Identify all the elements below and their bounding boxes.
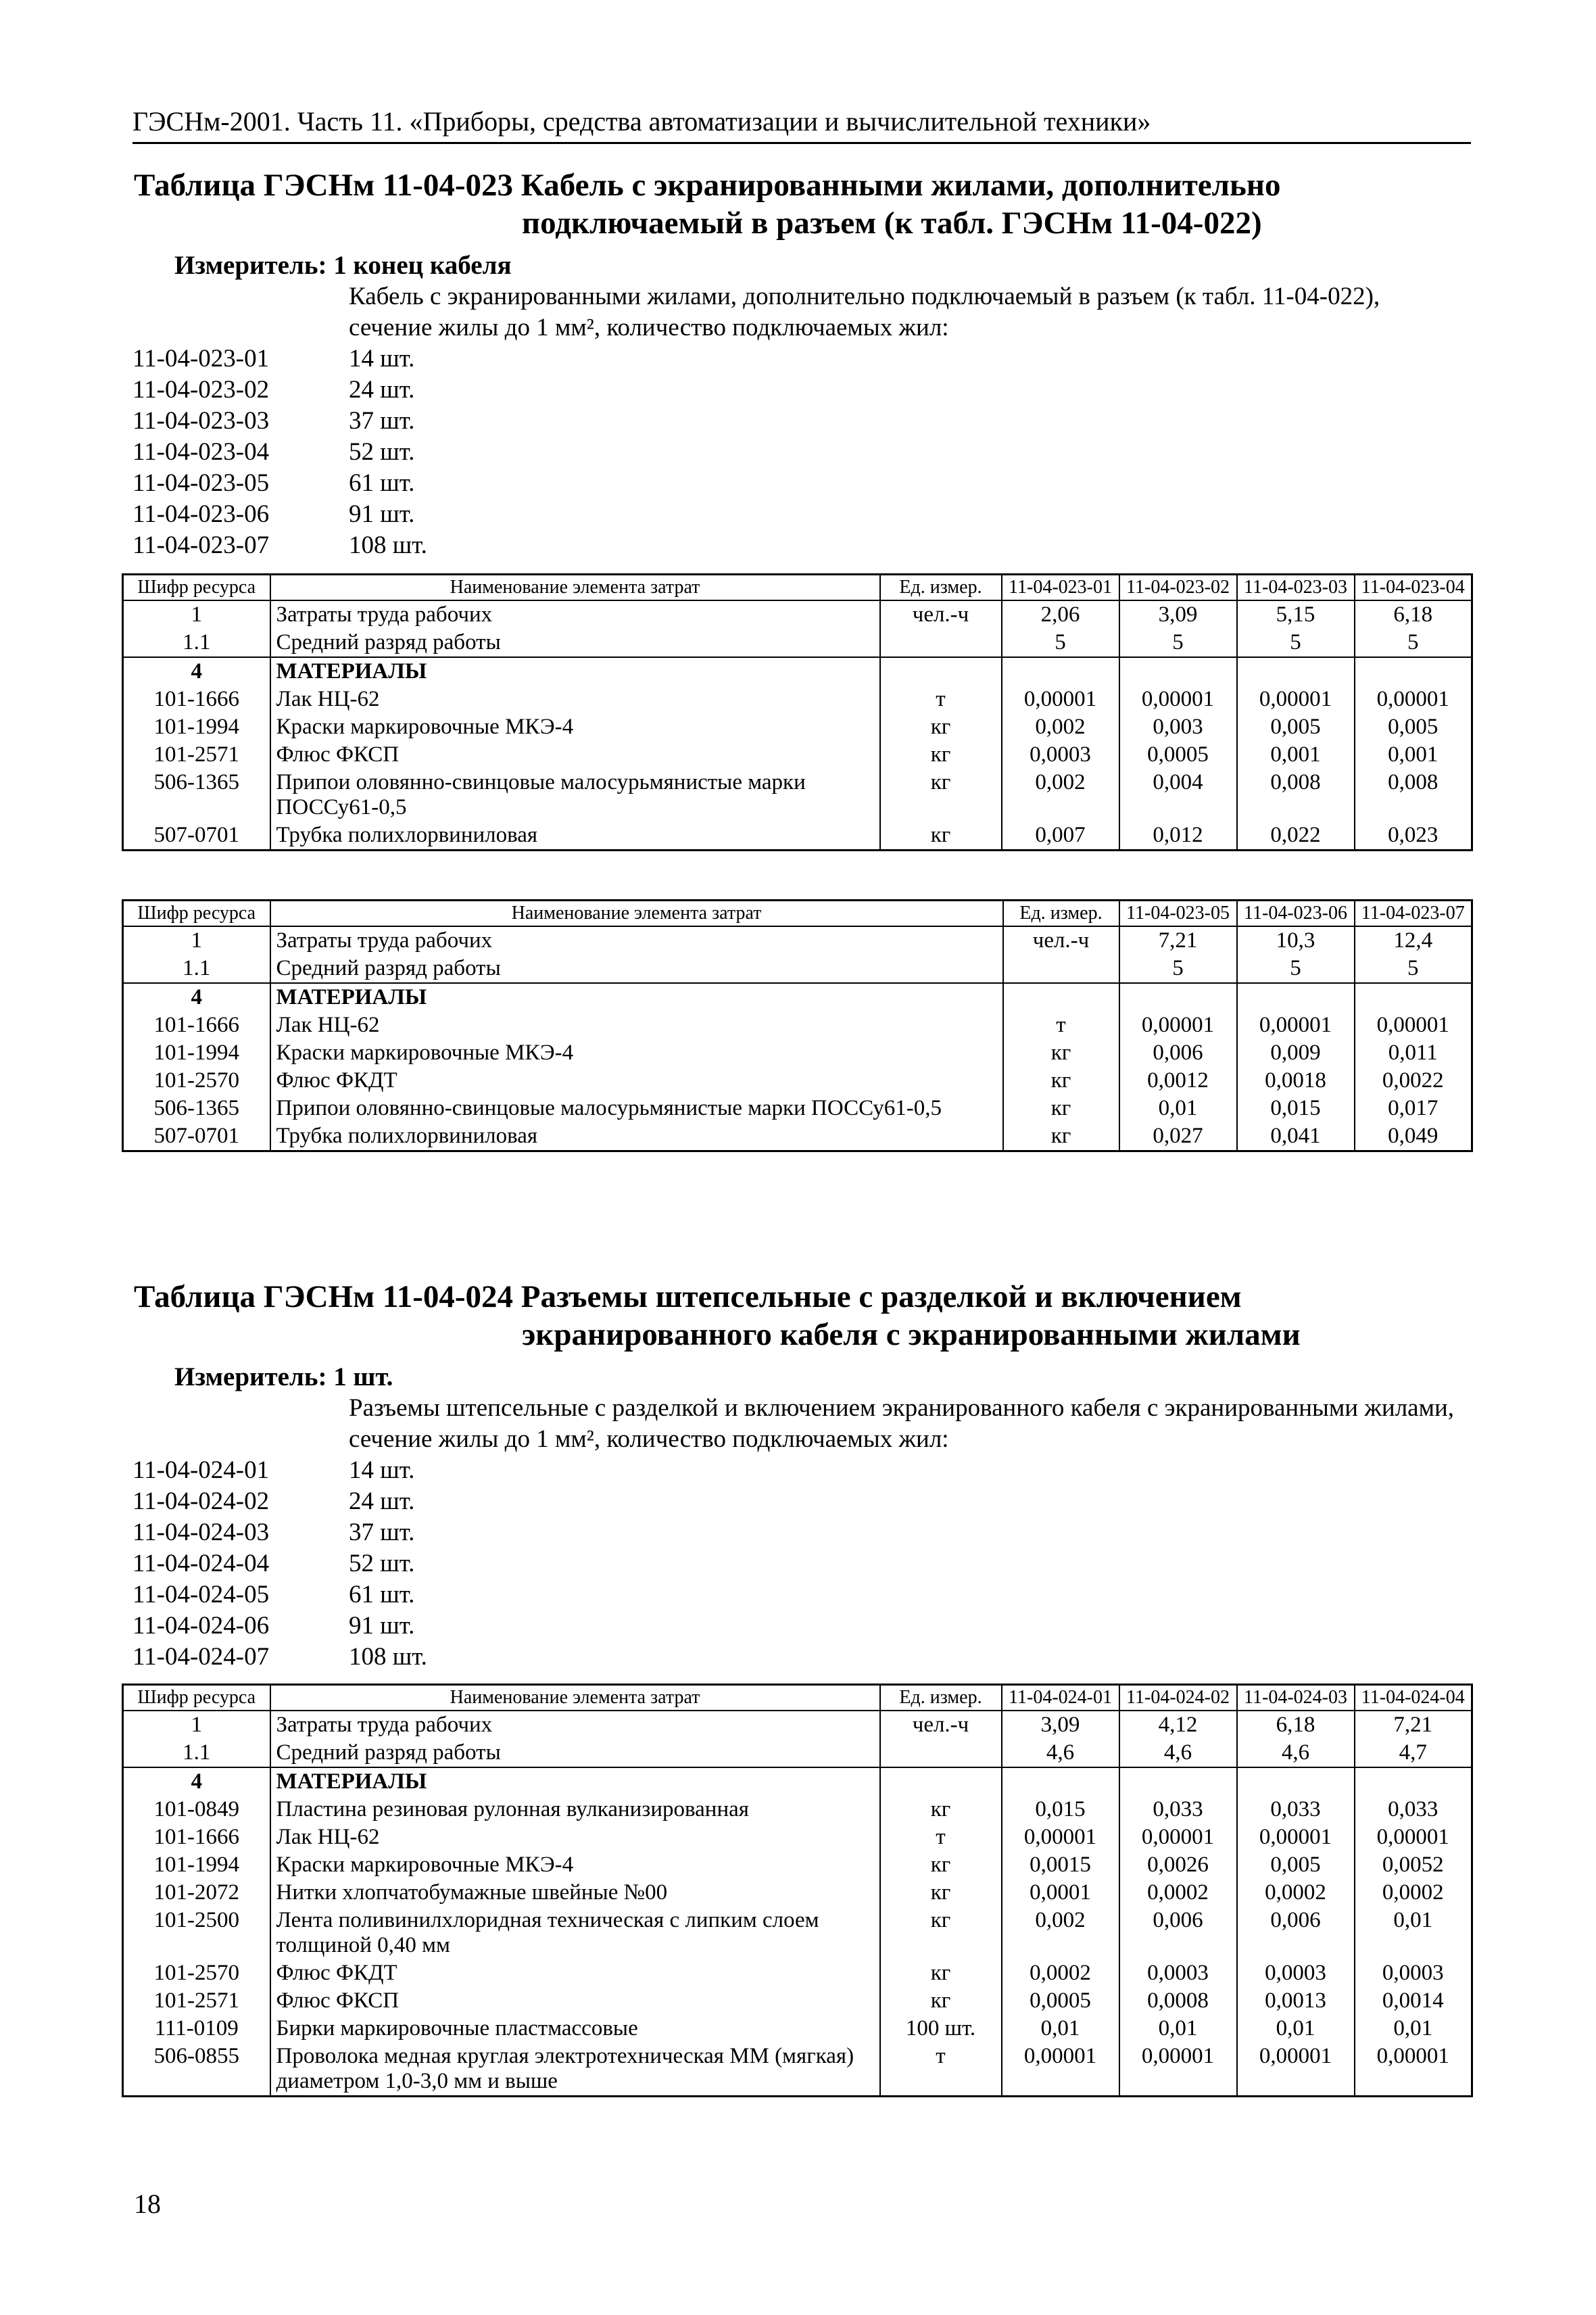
code-row [132,437,427,468]
table-023-meter: Измеритель: 1 конец кабеля [174,251,512,280]
table-cell: 0,007 [1002,821,1119,851]
column-header: 11-04-024-02 [1119,1685,1237,1711]
table-cell: т [880,1823,1002,1851]
table-cell: 0,004 [1119,769,1237,821]
table-cell [1237,983,1355,1011]
table-cell: МАТЕРИАЛЫ [270,983,1003,1011]
table-cell: 12,4 [1355,926,1472,955]
table-cell: 101-1666 [123,1823,270,1851]
table-cell: 3,09 [1119,600,1237,629]
column-header: 11-04-024-03 [1237,1685,1355,1711]
table-cell: 101-2570 [123,1067,270,1095]
table-cell: 5,15 [1237,600,1355,629]
column-header: 11-04-024-04 [1355,1685,1472,1711]
table-cell [1355,983,1472,1011]
table-row [123,1907,1472,1959]
table-cell [1355,1767,1472,1796]
table-023-intro: Кабель с экранированными жилами, дополнительно подключаемый в разъем (к табл. 11-04-022), сечение жилы до 1 мм², количество подключаемых жил: [349,283,1380,341]
table-cell: Затраты труда рабочих [270,1711,880,1739]
table-cell: кг [880,1959,1002,1987]
table-row [123,741,1472,769]
table-cell: 507-0701 [123,1122,270,1151]
code-count: 91 шт. [349,500,415,528]
table-cell: 506-1365 [123,769,270,821]
table-cell: 5 [1119,629,1237,657]
table-cell: Средний разряд работы [270,629,880,657]
table-cell: 7,21 [1355,1711,1472,1739]
column-header: Ед. измер. [1003,901,1119,927]
table-cell [1003,955,1119,983]
table-cell: 101-2571 [123,741,270,769]
table-cell: 4 [123,1767,270,1796]
table-cell: 0,017 [1355,1095,1472,1122]
table-cell: 0,0003 [1119,1959,1237,1987]
table-023-codes [132,343,427,561]
table-cell: 0,00001 [1237,2043,1355,2097]
table-cell: 0,033 [1237,1796,1355,1823]
code-id: 11-04-024-01 [132,1456,270,1484]
table-cell: 0,015 [1002,1796,1119,1823]
code-id: 11-04-023-01 [132,345,270,373]
table-row [123,2043,1472,2097]
table-cell: 0,00001 [1355,1823,1472,1851]
code-id: 11-04-023-03 [132,407,270,435]
code-row [132,1486,427,1517]
table-cell: 10,3 [1237,926,1355,955]
table-023-title-line2: подключаемый в разъем (к табл. ГЭСНм 11-04-022) [522,206,1262,241]
table-row [123,1959,1472,1987]
table-cell: 101-2570 [123,1959,270,1987]
table-cell: Краски маркировочные МКЭ-4 [270,1039,1003,1067]
column-header: Шифр ресурса [123,901,270,927]
table-cell: 506-1365 [123,1095,270,1122]
table-cell: 5 [1119,955,1237,983]
running-header: ГЭСНм-2001. Часть 11. «Приборы, средства автоматизации и вычислительной техники» [132,105,1471,144]
table-cell: кг [880,1907,1002,1959]
table-row [123,926,1472,955]
table-cell: 0,023 [1355,821,1472,851]
table-023-part2 [122,899,1473,1152]
code-row [132,1642,427,1673]
table-cell: 101-1994 [123,1851,270,1879]
code-id: 11-04-024-05 [132,1581,270,1608]
table-cell: 5 [1002,629,1119,657]
column-header: Наименование элемента затрат [270,901,1003,927]
table-cell: кг [880,821,1002,851]
table-cell: т [880,686,1002,713]
table-cell: 101-1666 [123,1011,270,1039]
table-cell: Краски маркировочные МКЭ-4 [270,713,880,741]
table-row [123,1796,1472,1823]
table-cell: 1 [123,1711,270,1739]
table-row [123,1122,1472,1151]
table-cell: чел.-ч [880,1711,1002,1739]
table-cell: 4 [123,983,270,1011]
table-cell: 0,022 [1237,821,1355,851]
code-count: 14 шт. [349,1456,415,1484]
column-header: Шифр ресурса [123,575,270,601]
table-cell: 507-0701 [123,821,270,851]
table-cell: 0,00001 [1237,1011,1355,1039]
table-cell: кг [880,741,1002,769]
table-cell: 0,0022 [1355,1067,1472,1095]
table-cell: 101-2500 [123,1907,270,1959]
code-count: 61 шт. [349,1581,415,1608]
table-cell: Нитки хлопчатобумажные швейные №00 [270,1879,880,1907]
table-cell: 0,005 [1237,1851,1355,1879]
table-row [123,1067,1472,1095]
code-count: 24 шт. [349,376,415,404]
table-cell: кг [1003,1039,1119,1067]
table-cell: 0,008 [1355,769,1472,821]
table-cell [1119,1767,1237,1796]
table-cell: 0,0008 [1119,1987,1237,2015]
table-row [123,629,1472,657]
table-cell: 5 [1237,955,1355,983]
table-row [123,1011,1472,1039]
table-cell: Проволока медная круглая электротехническая ММ (мягкая) диаметром 1,0-3,0 мм и выше [270,2043,880,2097]
code-count: 108 шт. [349,531,427,559]
table-cell: 0,0001 [1002,1879,1119,1907]
column-header: Ед. измер. [880,1685,1002,1711]
table-cell: 7,21 [1119,926,1237,955]
table-cell: МАТЕРИАЛЫ [270,657,880,686]
table-cell: 0,009 [1237,1039,1355,1067]
table-cell [880,657,1002,686]
table-024 [122,1684,1473,2097]
code-row [132,1517,427,1548]
table-cell: 0,0014 [1355,1987,1472,2015]
code-row [132,406,427,437]
page-number: 18 [134,2189,161,2219]
table-cell: 0,0026 [1119,1851,1237,1879]
table-cell [1119,657,1237,686]
table-row [123,1095,1472,1122]
table-row [123,1851,1472,1879]
table-cell: Средний разряд работы [270,1739,880,1767]
code-row [132,530,427,561]
table-cell: кг [880,1987,1002,2015]
table-cell: 0,002 [1002,713,1119,741]
table-cell [1355,657,1472,686]
table-row [123,955,1472,983]
code-count: 91 шт. [349,1612,415,1640]
table-cell: 4,6 [1119,1739,1237,1767]
column-header: 11-04-023-05 [1119,901,1237,927]
table-cell: 5 [1237,629,1355,657]
table-cell: 0,00001 [1002,686,1119,713]
code-row [132,375,427,406]
table-cell: 0,0003 [1237,1959,1355,1987]
table-cell: 0,00001 [1002,2043,1119,2097]
code-id: 11-04-023-04 [132,438,270,466]
code-row [132,1455,427,1486]
table-cell: 0,001 [1237,741,1355,769]
table-row [123,1711,1472,1739]
table-cell: 0,033 [1355,1796,1472,1823]
table-cell [1002,657,1119,686]
table-cell: 0,008 [1237,769,1355,821]
table-cell: 0,049 [1355,1122,1472,1151]
table-cell: 0,0005 [1119,741,1237,769]
table-cell: Припои оловянно-свинцовые малосурьмянистые марки ПОССу61-0,5 [270,1095,1003,1122]
table-cell: 0,0003 [1355,1959,1472,1987]
table-row [123,1039,1472,1067]
table-cell: 6,18 [1237,1711,1355,1739]
table-cell: 0,002 [1002,1907,1119,1959]
table-cell: 0,00001 [1355,1011,1472,1039]
table-cell: 0,01 [1355,2015,1472,2043]
table-cell: Припои оловянно-свинцовые малосурьмянистые марки ПОССу61-0,5 [270,769,880,821]
table-cell: 5 [1355,955,1472,983]
code-id: 11-04-024-06 [132,1612,270,1640]
table-cell [880,1739,1002,1767]
code-row [132,1548,427,1579]
column-header: Наименование элемента затрат [270,1685,880,1711]
code-count: 24 шт. [349,1487,415,1515]
code-count: 52 шт. [349,1550,415,1577]
table-024-meter: Измеритель: 1 шт. [174,1362,393,1391]
table-024-title-line1: Таблица ГЭСНм 11-04-024 Разъемы штепсельные с разделкой и включением [134,1279,1242,1314]
table-cell: 0,01 [1119,2015,1237,2043]
table-cell [1237,1767,1355,1796]
table-cell: 111-0109 [123,2015,270,2043]
table-cell: 0,00001 [1355,686,1472,713]
table-cell: 0,0005 [1002,1987,1119,2015]
code-row [132,468,427,499]
column-header: 11-04-023-06 [1237,901,1355,927]
column-header: Шифр ресурса [123,1685,270,1711]
table-cell: 0,0002 [1355,1879,1472,1907]
table-cell: чел.-ч [880,600,1002,629]
table-cell: Флюс ФКДТ [270,1959,880,1987]
table-cell: 0,001 [1355,741,1472,769]
table-cell: 0,006 [1119,1039,1237,1067]
table-cell: 0,01 [1119,1095,1237,1122]
table-cell: т [880,2043,1002,2097]
table-cell: 2,06 [1002,600,1119,629]
table-024-title-line2: экранированного кабеля с экранированными жилами [522,1317,1301,1352]
table-cell: 1.1 [123,1739,270,1767]
table-cell [1237,657,1355,686]
table-cell: 0,003 [1119,713,1237,741]
table-cell: 0,0002 [1237,1879,1355,1907]
code-row [132,1579,427,1610]
table-cell: Пластина резиновая рулонная вулканизированная [270,1796,880,1823]
table-cell: Затраты труда рабочих [270,926,1003,955]
table-cell: 0,027 [1119,1122,1237,1151]
table-cell: 0,0002 [1119,1879,1237,1907]
table-cell: Флюс ФКДТ [270,1067,1003,1095]
table-cell: 0,00001 [1237,1823,1355,1851]
table-cell: кг [880,1879,1002,1907]
table-cell: 100 шт. [880,2015,1002,2043]
code-id: 11-04-024-03 [132,1519,270,1546]
table-cell: 0,00001 [1355,2043,1472,2097]
code-id: 11-04-023-06 [132,500,270,528]
table-row [123,983,1472,1011]
column-header: 11-04-023-03 [1237,575,1355,601]
table-cell: 0,00001 [1119,686,1237,713]
table-row [123,1739,1472,1767]
table-cell: 0,01 [1237,2015,1355,2043]
table-cell: кг [1003,1095,1119,1122]
code-row [132,1610,427,1642]
table-row [123,821,1472,851]
table-cell: 4,12 [1119,1711,1237,1739]
code-row [132,343,427,375]
table-row [123,1879,1472,1907]
table-row [123,769,1472,821]
table-cell: Лента поливинилхлоридная техническая с липким слоем толщиной 0,40 мм [270,1907,880,1959]
table-024-codes [132,1455,427,1673]
table-row [123,2015,1472,2043]
code-row [132,499,427,530]
table-cell: кг [1003,1067,1119,1095]
table-cell: 0,0012 [1119,1067,1237,1095]
table-cell: 1 [123,600,270,629]
table-row [123,713,1472,741]
table-cell: 0,00001 [1237,686,1355,713]
table-cell: 4,6 [1002,1739,1119,1767]
code-id: 11-04-024-07 [132,1643,270,1671]
table-cell: Флюс ФКСП [270,741,880,769]
code-id: 11-04-023-02 [132,376,270,404]
table-cell: МАТЕРИАЛЫ [270,1767,880,1796]
table-cell: 0,005 [1237,713,1355,741]
code-count: 37 шт. [349,1519,415,1546]
table-cell: 0,0013 [1237,1987,1355,2015]
code-count: 61 шт. [349,469,415,497]
table-cell: 0,006 [1119,1907,1237,1959]
column-header: 11-04-023-07 [1355,901,1472,927]
table-cell: 0,01 [1355,1907,1472,1959]
table-cell: 4,7 [1355,1739,1472,1767]
table-cell: Затраты труда рабочих [270,600,880,629]
table-cell: т [1003,1011,1119,1039]
table-row [123,657,1472,686]
table-cell: 101-2571 [123,1987,270,2015]
table-cell [880,1767,1002,1796]
table-cell: 0,0002 [1002,1959,1119,1987]
table-cell: 0,041 [1237,1122,1355,1151]
column-header: Ед. измер. [880,575,1002,601]
table-cell: 101-0849 [123,1796,270,1823]
table-023-title-line1: Таблица ГЭСНм 11-04-023 Кабель с экранированными жилами, дополнительно [134,168,1281,203]
table-row [123,1823,1472,1851]
code-count: 37 шт. [349,407,415,435]
table-cell: 6,18 [1355,600,1472,629]
code-id: 11-04-024-02 [132,1487,270,1515]
table-cell: 101-1994 [123,1039,270,1067]
table-cell: 0,002 [1002,769,1119,821]
table-cell: кг [880,713,1002,741]
table-cell [880,629,1002,657]
table-row [123,1987,1472,2015]
table-cell: 0,006 [1237,1907,1355,1959]
table-cell: 101-1666 [123,686,270,713]
table-cell: 5 [1355,629,1472,657]
table-cell: 101-2072 [123,1879,270,1907]
table-cell: 1 [123,926,270,955]
table-cell: 0,01 [1002,2015,1119,2043]
code-count: 108 шт. [349,1643,427,1671]
column-header: 11-04-023-02 [1119,575,1237,601]
table-cell [1119,983,1237,1011]
code-id: 11-04-023-07 [132,531,270,559]
table-cell: 0,0003 [1002,741,1119,769]
table-cell: чел.-ч [1003,926,1119,955]
table-cell: 506-0855 [123,2043,270,2097]
table-023-part1 [122,573,1473,851]
table-cell: 0,015 [1237,1095,1355,1122]
table-row [123,600,1472,629]
table-cell: 0,0015 [1002,1851,1119,1879]
table-cell: Средний разряд работы [270,955,1003,983]
table-cell: 0,0052 [1355,1851,1472,1879]
table-cell: Лак НЦ-62 [270,1823,880,1851]
table-cell: Лак НЦ-62 [270,1011,1003,1039]
code-id: 11-04-024-04 [132,1550,270,1577]
table-cell [1002,1767,1119,1796]
code-count: 14 шт. [349,345,415,373]
table-cell: кг [880,1851,1002,1879]
table-cell: кг [880,1796,1002,1823]
table-row [123,1767,1472,1796]
table-cell: 4,6 [1237,1739,1355,1767]
table-cell: 1.1 [123,629,270,657]
table-cell: 4 [123,657,270,686]
table-cell: Трубка полихлорвиниловая [270,821,880,851]
table-cell: 0,00001 [1119,1011,1237,1039]
table-cell: Флюс ФКСП [270,1987,880,2015]
table-cell: Бирки маркировочные пластмассовые [270,2015,880,2043]
code-count: 52 шт. [349,438,415,466]
table-cell: 0,012 [1119,821,1237,851]
table-row [123,686,1472,713]
table-cell: 0,033 [1119,1796,1237,1823]
table-cell: 0,00001 [1002,1823,1119,1851]
column-header: 11-04-023-01 [1002,575,1119,601]
table-cell: 0,005 [1355,713,1472,741]
table-cell: 0,00001 [1119,1823,1237,1851]
table-cell: Краски маркировочные МКЭ-4 [270,1851,880,1879]
table-cell: Лак НЦ-62 [270,686,880,713]
column-header: Наименование элемента затрат [270,575,880,601]
table-cell: Трубка полихлорвиниловая [270,1122,1003,1151]
table-cell: 0,0018 [1237,1067,1355,1095]
column-header: 11-04-024-01 [1002,1685,1119,1711]
table-cell: кг [1003,1122,1119,1151]
table-cell: 0,00001 [1119,2043,1237,2097]
table-cell: 1.1 [123,955,270,983]
code-id: 11-04-023-05 [132,469,270,497]
table-cell: 3,09 [1002,1711,1119,1739]
table-cell: 101-1994 [123,713,270,741]
table-cell [1003,983,1119,1011]
table-cell: 0,011 [1355,1039,1472,1067]
column-header: 11-04-023-04 [1355,575,1472,601]
table-cell: кг [880,769,1002,821]
table-024-intro: Разъемы штепсельные с разделкой и включением экранированного кабеля с экранированными жилами, сечение жилы до 1 мм², количество подключаемых жил: [349,1394,1455,1453]
